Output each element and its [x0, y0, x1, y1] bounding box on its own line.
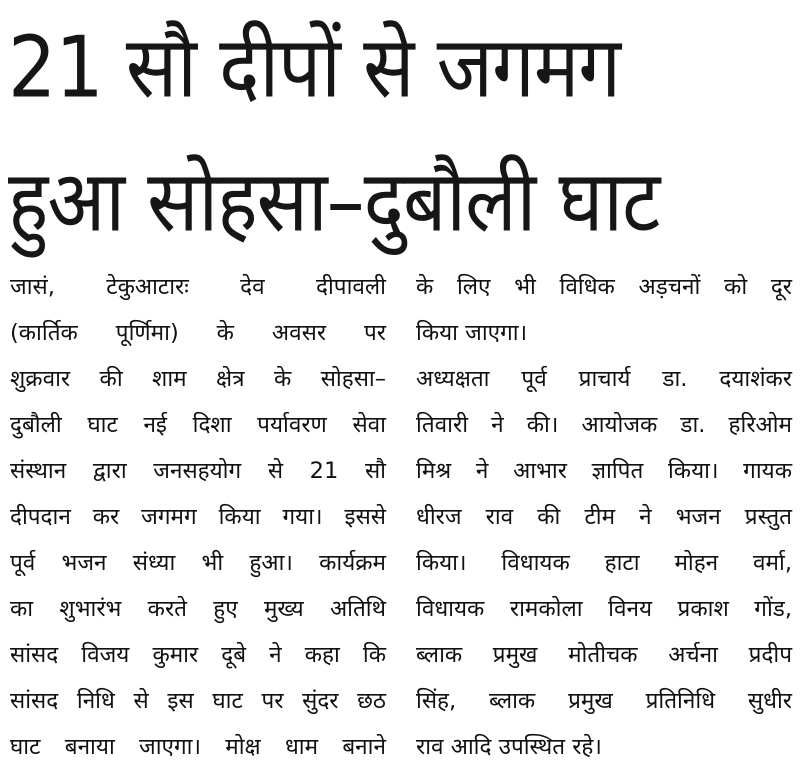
article-line: के लिए भी विधिक अड़चनों को दूर — [416, 274, 792, 300]
article-line: घाट बनाया जाएगा। मोक्ष धाम बनाने — [10, 734, 386, 760]
article-line: ब्लाक प्रमुख मोतीचक अर्चना प्रदीप — [416, 642, 792, 668]
article-line: विधायक रामकोला विनय प्रकाश गोंड, — [416, 596, 792, 622]
headline-line-1: 21 सौ दीपों से जगमग — [8, 17, 621, 117]
article-line: किया जाएगा। — [416, 320, 528, 346]
article-line: अध्यक्षता पूर्व प्राचार्य डा. दयाशंकर — [416, 366, 792, 392]
article-line: सांसद विजय कुमार दूबे ने कहा कि — [10, 642, 386, 668]
article-line: जासं, टेकुआटारः देव दीपावली — [10, 274, 386, 300]
article-line: शुक्रवार की शाम क्षेत्र के सोहसा– — [10, 366, 386, 392]
article-line: पूर्व भजन संध्या भी हुआ। कार्यक्रम — [10, 550, 386, 576]
article-line: का शुभारंभ करते हुए मुख्य अतिथि — [10, 596, 386, 622]
article-line: धीरज राव की टीम ने भजन प्रस्तुत — [416, 504, 792, 530]
article-line: राव आदि उपस्थित रहे। — [416, 734, 602, 760]
article-body — [0, 264, 806, 760]
article-line: सिंह, ब्लाक प्रमुख प्रतिनिधि सुधीर — [416, 688, 792, 714]
article-line: किया। विधायक हाटा मोहन वर्मा, — [416, 550, 792, 576]
article-line: सांसद निधि से इस घाट पर सुंदर छठ — [10, 688, 386, 714]
article-line: (कार्तिक पूर्णिमा) के अवसर पर — [10, 320, 386, 346]
article-line: मिश्र ने आभार ज्ञापित किया। गायक — [416, 458, 792, 484]
article-line: दीपदान कर जगमग किया गया। इससे — [10, 504, 386, 530]
article-line: तिवारी ने की। आयोजक डा. हरिओम — [416, 412, 792, 438]
article-line: संस्थान द्वारा जनसहयोग से 21 सौ — [10, 458, 386, 484]
article-line: दुबौली घाट नई दिशा पर्यावरण सेवा — [10, 412, 386, 438]
article-column-right — [416, 264, 792, 770]
article-column-left — [10, 264, 386, 770]
headline-line-2: हुआ सोहसा–दुबौली घाट — [8, 151, 660, 251]
